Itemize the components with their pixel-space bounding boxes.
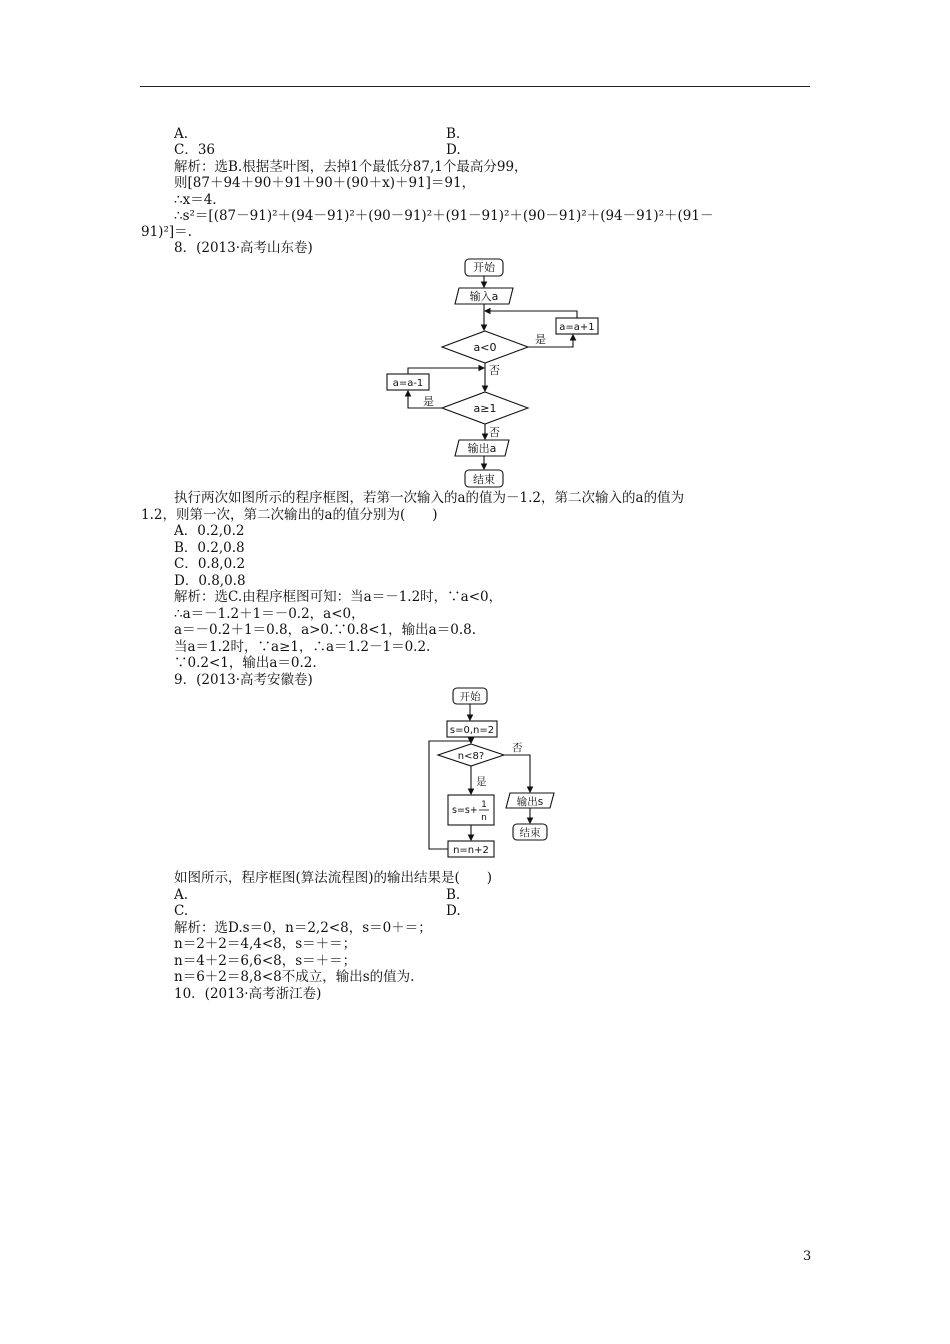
q7-solution-line: ∴x＝4. <box>174 192 217 208</box>
q7-solution-line: 解析：选B.根据茎叶图，去掉1个最低分87,1个最高分99， <box>174 159 528 175</box>
q8-cond1-label: a<0 <box>473 341 497 354</box>
q8-end-label: 结束 <box>473 473 495 486</box>
q8-yes1-label: 是 <box>535 333 546 346</box>
q8-stem-line: 1.2，则第一次，第二次输出的a的值分别为( ) <box>141 507 438 523</box>
q8-no1-label: 否 <box>489 364 500 377</box>
q8-solution-line: a＝－0.2＋1＝0.8，a>0.∵0.8<1，输出a＝0.8. <box>174 622 476 638</box>
q8-option-b: B．0.2,0.8 <box>174 540 245 556</box>
q9-heading: 9．(2013·高考安徽卷) <box>174 672 313 688</box>
q8-decrement-label: a=a-1 <box>392 378 424 389</box>
q9-step-label: n=n+2 <box>453 845 489 856</box>
q8-output-label: 输出a <box>467 442 497 455</box>
q9-solution-line: 解析：选D.s＝0，n＝2,2<8，s＝0＋＝； <box>174 920 432 936</box>
q9-cond-label: n<8? <box>457 751 485 762</box>
q9-no-label: 否 <box>512 742 523 754</box>
q7-option-a: A. <box>174 126 189 142</box>
q8-start-label: 开始 <box>473 261 495 274</box>
q8-increment-label: a=a+1 <box>559 322 595 333</box>
page-number: 3 <box>803 1249 812 1264</box>
q8-option-a: A．0.2,0.2 <box>174 523 245 539</box>
q9-init-label: s=0,n=2 <box>449 725 495 736</box>
header-rule <box>140 86 810 87</box>
q9-end-label: 结束 <box>519 827 541 839</box>
q9-output-label: 输出s <box>516 796 544 808</box>
q8-flowchart <box>385 256 605 488</box>
q7-option-b: B. <box>446 126 461 142</box>
q9-option-c: C. <box>174 903 189 919</box>
q8-input-label: 输入a <box>469 290 499 303</box>
q7-solution-line: 则[87＋94＋90＋91＋90＋(90＋x)＋91]＝91， <box>174 175 476 191</box>
q7-solution-line: 91)²]＝. <box>141 224 192 240</box>
q8-option-c: C．0.8,0.2 <box>174 556 246 572</box>
q9-update-numerator: 1 <box>481 800 487 810</box>
q7-solution-line: ∴s²＝[(87－91)²＋(94－91)²＋(90－91)²＋(91－91)²＋(90－91)²＋(94－91)²＋(91－ <box>174 208 714 224</box>
q10-heading: 10．(2013·高考浙江卷) <box>174 986 322 1002</box>
q9-option-a: A. <box>174 887 189 903</box>
q9-flowchart <box>420 687 570 862</box>
q8-heading: 8．(2013·高考山东卷) <box>174 240 313 256</box>
q9-option-b: B. <box>446 887 461 903</box>
q9-start-label: 开始 <box>459 691 481 703</box>
q9-update-label: s=s+ <box>452 805 478 816</box>
q8-solution-line: ∵0.2<1，输出a＝0.2. <box>174 655 317 671</box>
q7-option-c: C．36 <box>174 142 216 158</box>
q9-update-denominator: n <box>481 813 487 823</box>
q9-option-d: D. <box>446 903 461 919</box>
q8-solution-line: 解析：选C.由程序框图可知：当a＝－1.2时，∵a<0， <box>174 589 503 605</box>
q8-cond2-label: a≥1 <box>473 402 497 415</box>
q8-solution-line: 当a＝1.2时，∵a≥1，∴a＝1.2－1＝0.2. <box>174 639 431 655</box>
q9-solution-line: n＝4＋2＝6,6<8，s＝＋＝； <box>174 953 357 969</box>
q7-option-d: D. <box>446 142 461 158</box>
q8-option-d: D．0.8,0.8 <box>174 573 246 589</box>
q9-solution-line: n＝6＋2＝8,8<8不成立，输出s的值为. <box>174 969 415 985</box>
q9-solution-line: n＝2＋2＝4,4<8，s＝＋＝； <box>174 936 357 952</box>
q9-stem: 如图所示，程序框图(算法流程图)的输出结果是( ) <box>174 870 493 886</box>
q9-yes-label: 是 <box>476 776 487 788</box>
q8-yes2-label: 是 <box>423 395 434 408</box>
q8-no2-label: 否 <box>489 426 500 439</box>
q8-solution-line: ∴a＝－1.2＋1＝－0.2，a<0， <box>174 606 365 622</box>
q8-stem-line: 执行两次如图所示的程序框图，若第一次输入的a的值为－1.2，第二次输入的a的值为 <box>174 490 685 506</box>
